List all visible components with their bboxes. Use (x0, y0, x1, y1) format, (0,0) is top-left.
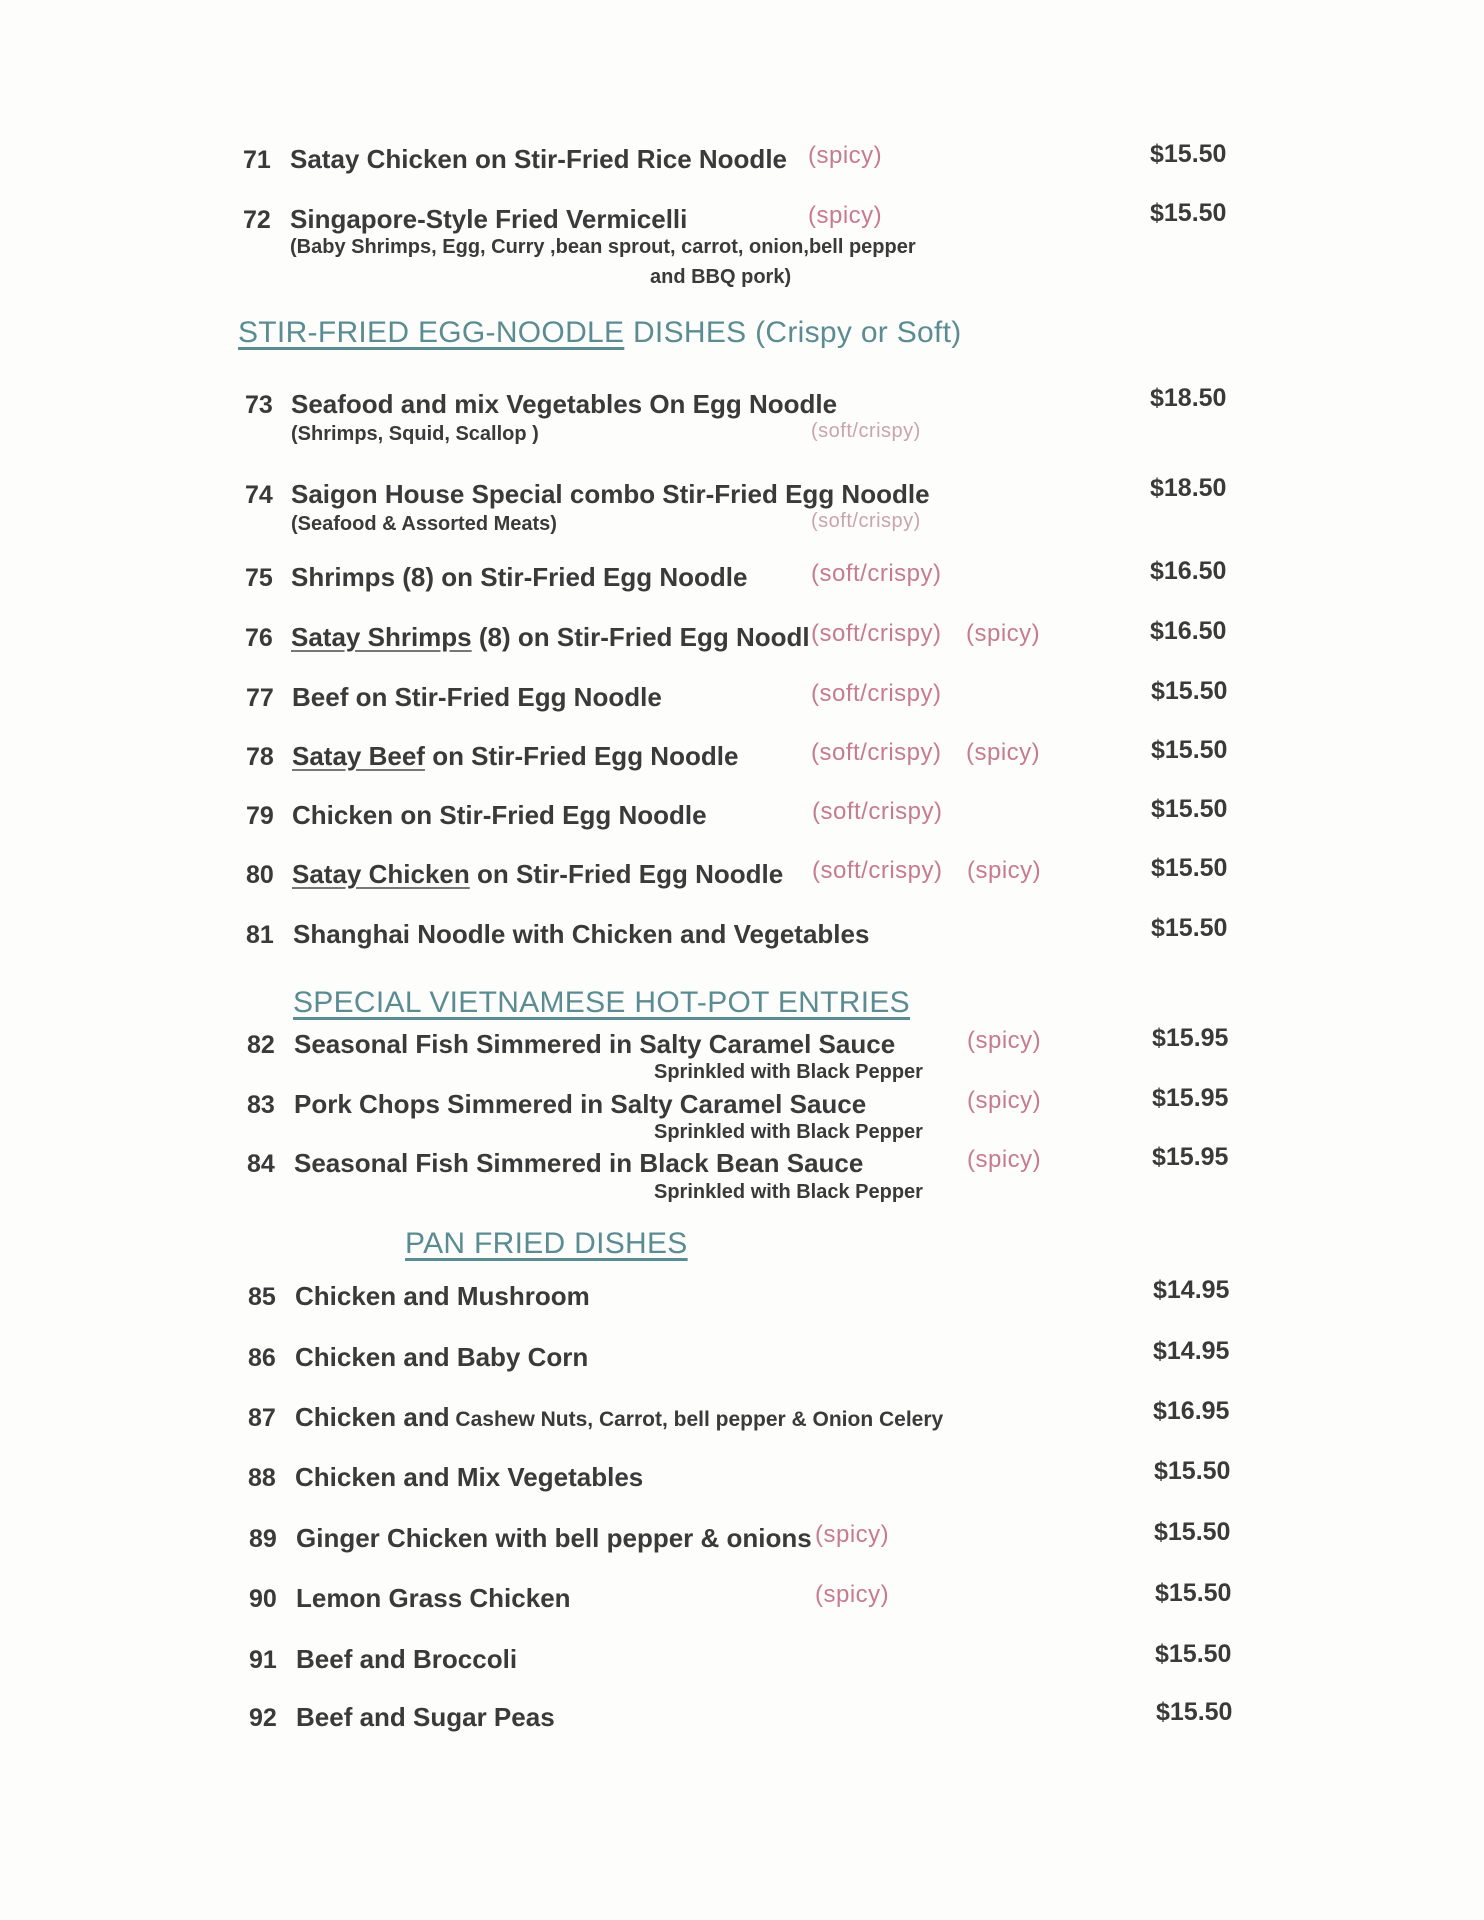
item-price: $15.50 (1156, 1698, 1233, 1726)
item-price: $18.50 (1150, 474, 1227, 502)
item-name: Saigon House Special combo Stir-Fried Egg Noodle (291, 479, 930, 509)
item-name-underlined: Satay Shrimps (291, 622, 472, 652)
item-price: $15.95 (1152, 1024, 1229, 1052)
item-number: 73 (245, 391, 273, 419)
item-name: Beef and Sugar Peas (296, 1702, 555, 1732)
item-number: 85 (248, 1283, 276, 1311)
spicy-tag: (spicy) (808, 202, 883, 229)
soft-crispy-tag: (soft/crispy) (811, 560, 942, 587)
item-description: Sprinkled with Black Pepper (654, 1061, 923, 1083)
item-number: 86 (248, 1344, 276, 1372)
section-title-underlined: STIR-FRIED EGG-NOODLE (238, 316, 625, 349)
item-number: 83 (247, 1091, 275, 1119)
item-number: 77 (246, 684, 274, 712)
item-price: $15.50 (1151, 795, 1228, 823)
item-number: 79 (246, 802, 274, 830)
item-number: 74 (245, 481, 273, 509)
item-name: Beef on Stir-Fried Egg Noodle (292, 682, 662, 712)
item-name: Chicken and Mix Vegetables (295, 1462, 644, 1492)
spicy-tag: (spicy) (967, 1087, 1042, 1114)
item-price: $14.95 (1153, 1337, 1230, 1365)
item-price: $16.50 (1150, 617, 1227, 645)
item-number: 78 (246, 743, 274, 771)
item-price: $16.50 (1150, 557, 1227, 585)
item-number: 81 (246, 921, 274, 949)
spicy-tag: (spicy) (966, 620, 1041, 647)
item-name: Ginger Chicken with bell pepper & onions (296, 1523, 812, 1553)
item-description: (Baby Shrimps, Egg, Curry ,bean sprout, carrot, onion,bell pepper (290, 236, 916, 258)
section-title-egg-noodle (238, 316, 962, 350)
item-name-detail: Cashew Nuts, Carrot, bell pepper & Onion Celery (449, 1408, 944, 1431)
item-price: $15.50 (1154, 1457, 1231, 1485)
item-name: Chicken and Baby Corn (295, 1342, 589, 1372)
item-name: Beef and Broccoli (296, 1644, 518, 1674)
spicy-tag: (spicy) (815, 1581, 890, 1608)
item-price: $15.50 (1150, 199, 1227, 227)
item-name: Satay Chicken on Stir-Fried Rice Noodle (290, 144, 787, 174)
item-name (291, 622, 810, 653)
item-price: $15.95 (1152, 1084, 1229, 1112)
item-number: 90 (249, 1585, 277, 1613)
section-title-pan-fried (405, 1227, 688, 1261)
spicy-tag: (spicy) (808, 142, 883, 169)
spicy-tag: (spicy) (967, 1027, 1042, 1054)
item-number: 87 (248, 1404, 276, 1432)
section-title-rest: DISHES (Crispy or Soft) (624, 316, 962, 349)
item-name (292, 741, 738, 772)
soft-crispy-tag: (soft/crispy) (811, 620, 942, 647)
item-name: Seasonal Fish Simmered in Black Bean Sauce (294, 1148, 864, 1178)
item-name: Pork Chops Simmered in Salty Caramel Sauce (294, 1089, 867, 1119)
item-price: $15.50 (1150, 140, 1227, 168)
soft-crispy-tag: (soft/crispy) (811, 420, 921, 442)
item-description: Sprinkled with Black Pepper (654, 1181, 923, 1203)
item-price: $15.50 (1151, 677, 1228, 705)
item-name-rest: (8) on Stir-Fried Egg Noodl (471, 622, 810, 652)
item-description: (Shrimps, Squid, Scallop ) (291, 423, 539, 445)
item-number: 92 (249, 1704, 277, 1732)
spicy-tag: (spicy) (967, 1146, 1042, 1173)
item-number: 84 (247, 1150, 275, 1178)
item-price: $15.50 (1151, 736, 1228, 764)
item-name: Chicken on Stir-Fried Egg Noodle (292, 800, 707, 830)
item-price: $15.50 (1154, 1518, 1231, 1546)
item-name: Shanghai Noodle with Chicken and Vegetables (293, 919, 870, 949)
item-number: 71 (243, 146, 271, 174)
item-name (292, 859, 783, 890)
item-price: $15.50 (1151, 854, 1228, 882)
item-name-underlined: Satay Beef (292, 741, 425, 771)
spicy-tag: (spicy) (967, 857, 1042, 884)
item-price: $15.50 (1155, 1579, 1232, 1607)
spicy-tag: (spicy) (815, 1521, 890, 1548)
item-number: 82 (247, 1031, 275, 1059)
soft-crispy-tag: (soft/crispy) (811, 510, 921, 532)
item-name-rest: on Stir-Fried Egg Noodle (424, 741, 739, 771)
item-name: Lemon Grass Chicken (296, 1583, 571, 1613)
item-name-rest: on Stir-Fried Egg Noodle (469, 859, 784, 889)
item-price: $16.95 (1153, 1397, 1230, 1425)
item-description: Sprinkled with Black Pepper (654, 1121, 923, 1143)
item-name (295, 1402, 943, 1433)
spicy-tag: (spicy) (966, 739, 1041, 766)
item-number: 76 (245, 624, 273, 652)
item-description: and BBQ pork) (650, 266, 792, 288)
item-name: Chicken and Mushroom (295, 1281, 590, 1311)
item-number: 88 (248, 1464, 276, 1492)
soft-crispy-tag: (soft/crispy) (812, 798, 943, 825)
soft-crispy-tag: (soft/crispy) (812, 857, 943, 884)
soft-crispy-tag: (soft/crispy) (811, 739, 942, 766)
item-number: 89 (249, 1525, 277, 1553)
item-name: Seasonal Fish Simmered in Salty Caramel Sauce (294, 1029, 896, 1059)
item-number: 75 (245, 564, 273, 592)
item-number: 91 (249, 1646, 277, 1674)
soft-crispy-tag: (soft/crispy) (811, 680, 942, 707)
item-number: 80 (246, 861, 274, 889)
item-name-main: Chicken and (295, 1402, 450, 1432)
item-description: (Seafood & Assorted Meats) (291, 513, 557, 535)
item-price: $15.95 (1152, 1143, 1229, 1171)
item-price: $18.50 (1150, 384, 1227, 412)
item-name: Singapore-Style Fried Vermicelli (290, 204, 688, 234)
item-price: $15.50 (1151, 914, 1228, 942)
item-price: $15.50 (1155, 1640, 1232, 1668)
section-title-hotpot (293, 986, 910, 1020)
item-name: Shrimps (8) on Stir-Fried Egg Noodle (291, 562, 748, 592)
item-name-underlined: Satay Chicken (292, 859, 470, 889)
section-title-text: PAN FRIED DISHES (405, 1227, 688, 1260)
item-number: 72 (243, 206, 271, 234)
item-name: Seafood and mix Vegetables On Egg Noodle (291, 389, 838, 419)
item-price: $14.95 (1153, 1276, 1230, 1304)
section-title-text: SPECIAL VIETNAMESE HOT-POT ENTRIES (293, 986, 910, 1019)
